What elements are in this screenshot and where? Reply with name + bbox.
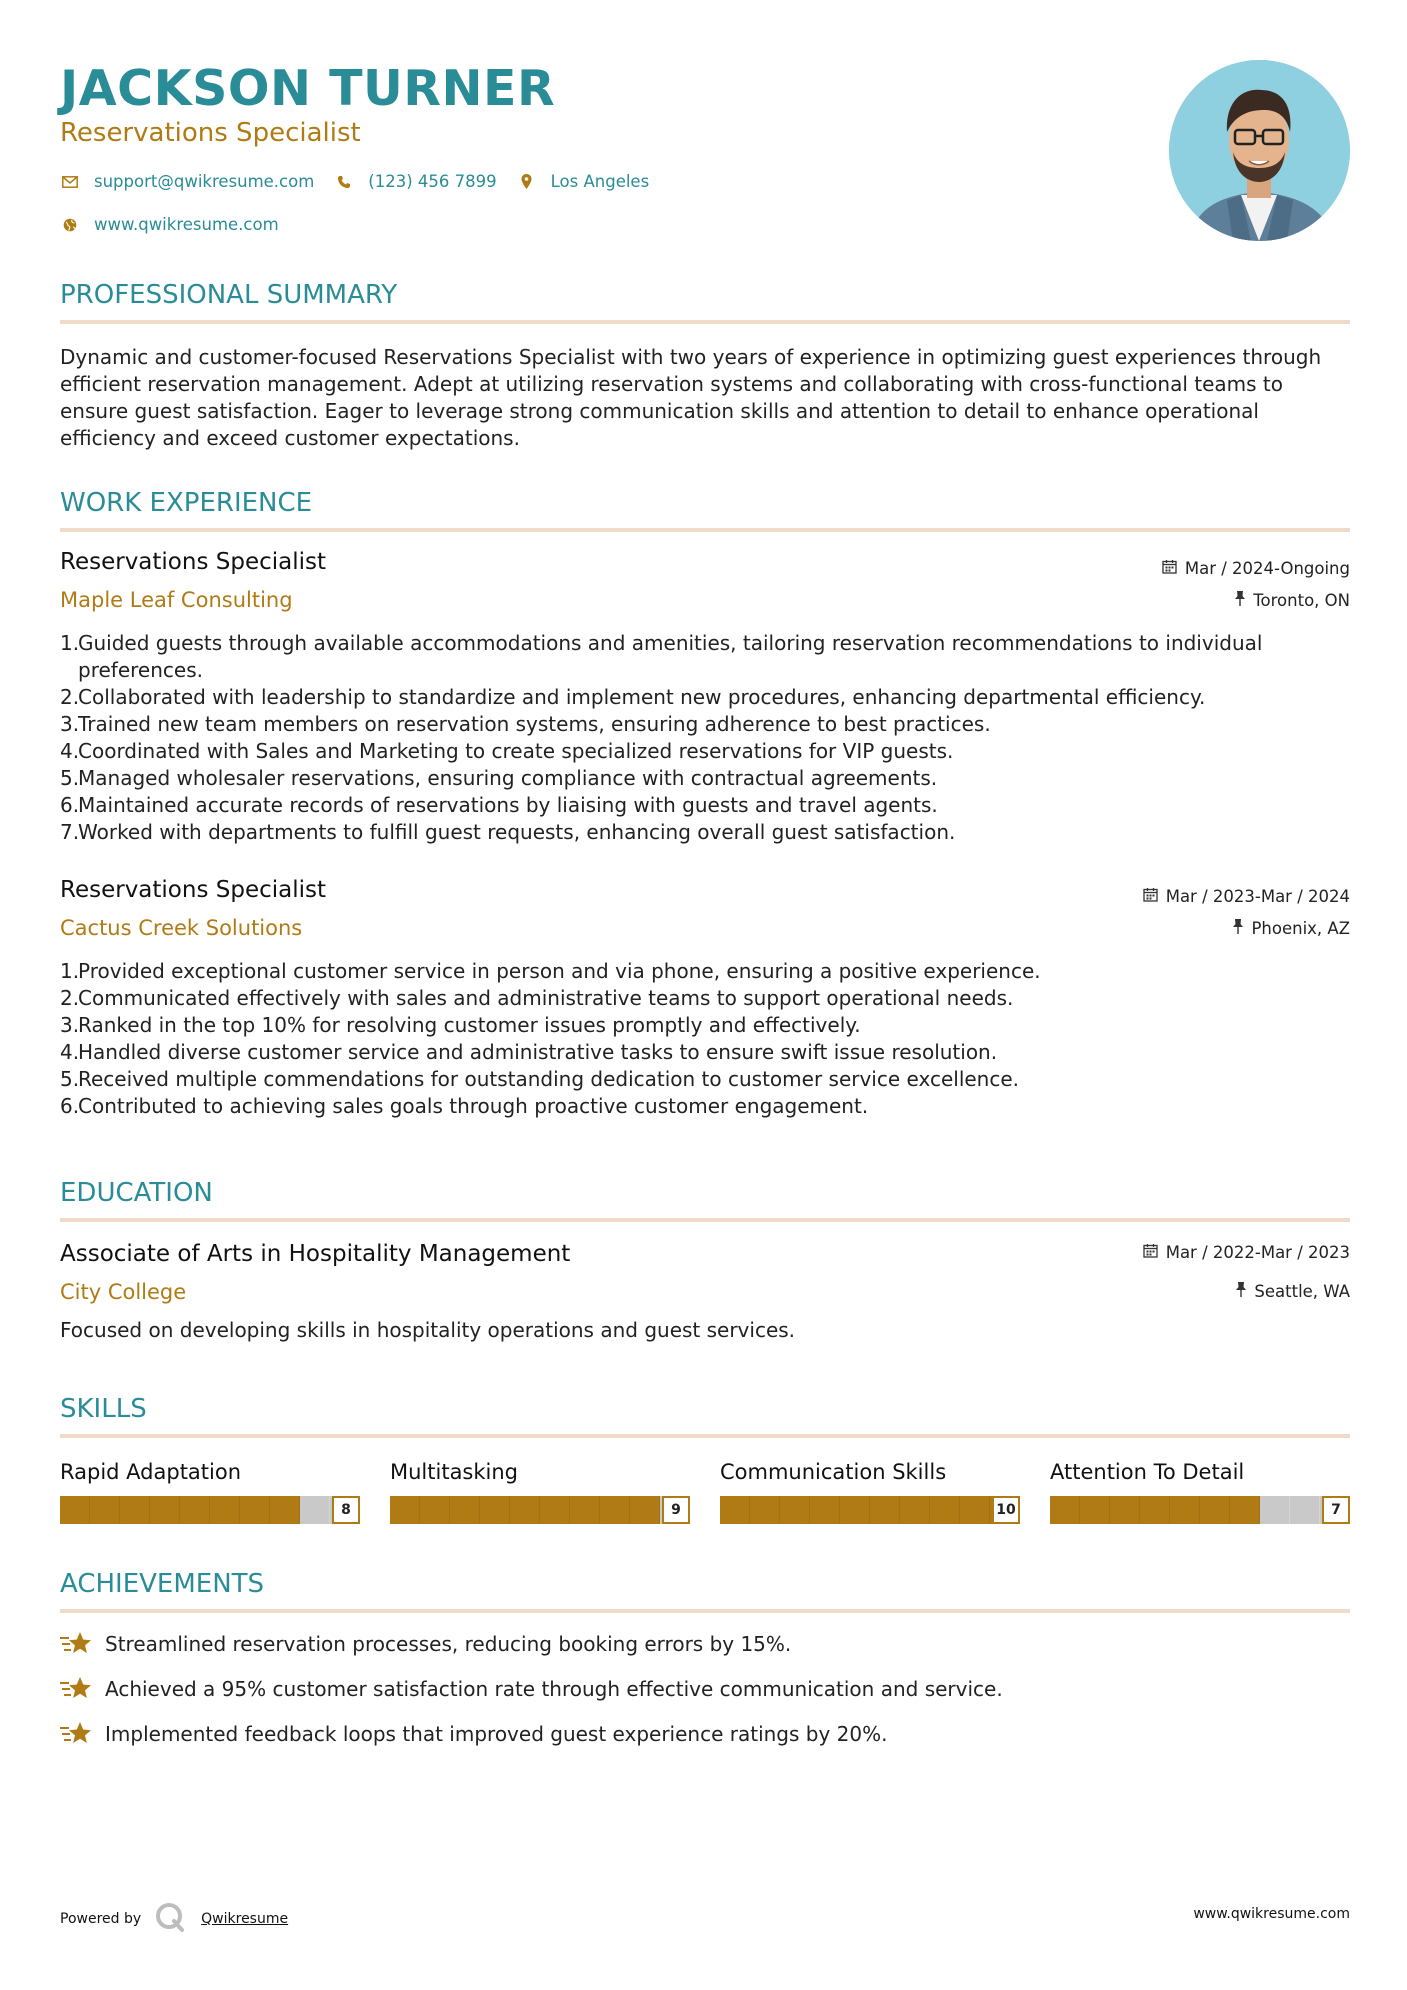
job-bullet-item [60, 985, 1350, 1012]
section-title-education: EDUCATION [60, 1178, 213, 1208]
skill-bar-segment [1140, 1496, 1170, 1524]
achievement-text: Implemented feedback loops that improved guest experience ratings by 20%. [105, 1722, 888, 1746]
skill-bar-segment [1230, 1496, 1260, 1524]
job-bullet-item [60, 819, 1350, 846]
job-bullet-item [60, 1093, 1350, 1120]
bullet-number: 1. [60, 959, 80, 983]
bullet-text: Coordinated with Sales and Marketing to create specialized reservations for VIP guests. [78, 739, 954, 763]
bullet-text: Collaborated with leadership to standardize and implement new procedures, enhancing departmental efficiency. [78, 685, 1206, 709]
pushpin-icon [1236, 1282, 1246, 1301]
skill-bar-segment [900, 1496, 930, 1524]
job-bullet-item [60, 765, 1350, 792]
bullet-text: Handled diverse customer service and administrative tasks to ensure swift issue resolution. [78, 1040, 998, 1064]
skill-level-bar [1050, 1496, 1350, 1524]
job-company: Maple Leaf Consulting [60, 588, 293, 612]
website-row [60, 215, 279, 234]
bullet-number: 6. [60, 1094, 80, 1118]
bullet-number: 5. [60, 1067, 80, 1091]
skill-bar-segment [1170, 1496, 1200, 1524]
job-bullet-item [60, 738, 1350, 765]
job-bullet-item [60, 792, 1350, 819]
skill-name: Multitasking [390, 1460, 519, 1484]
location-pin-icon [517, 174, 537, 189]
bullet-text: Provided exceptional customer service in person and via phone, ensuring a positive experience. [78, 959, 1041, 983]
skill-bar-segment [300, 1496, 330, 1524]
job-location [1235, 591, 1350, 610]
bullet-number: 3. [60, 712, 80, 736]
contact-row [60, 172, 649, 191]
job-bullet-item [60, 1012, 1350, 1039]
education-location-text: Seattle, WA [1254, 1282, 1350, 1301]
bullet-number: 3. [60, 1013, 80, 1037]
achievement-text: Achieved a 95% customer satisfaction rate through effective communication and service. [105, 1677, 1003, 1701]
skill-bar-segment [390, 1496, 420, 1524]
footer-website[interactable]: www.qwikresume.com [1193, 1906, 1350, 1922]
skill-level-badge: 7 [1322, 1496, 1350, 1524]
bullet-number: 5. [60, 766, 80, 790]
skill-bar-segment [540, 1496, 570, 1524]
bullet-text: Contributed to achieving sales goals through proactive customer engagement. [78, 1094, 869, 1118]
skill-bar-segment [960, 1496, 990, 1524]
qwikresume-logo-icon [155, 1902, 187, 1936]
candidate-role: Reservations Specialist [60, 118, 361, 148]
job-location-text: Toronto, ON [1253, 591, 1350, 610]
star-icon [60, 1630, 92, 1658]
skill-bar-segment [1260, 1496, 1290, 1524]
powered-by-label: Powered by [60, 1911, 142, 1927]
skill-bar-segment [930, 1496, 960, 1524]
skill-item [1050, 1460, 1350, 1524]
skill-bar-segment [270, 1496, 300, 1524]
skill-bar-segment [450, 1496, 480, 1524]
skill-name: Communication Skills [720, 1460, 947, 1484]
phone-number[interactable]: (123) 456 7899 [368, 172, 497, 191]
job-location-text: Phoenix, AZ [1251, 919, 1350, 938]
job-bullets [60, 958, 1350, 1120]
skill-level-bar [390, 1496, 690, 1524]
bullet-text: Communicated effectively with sales and administrative teams to support operational needs. [78, 986, 1014, 1010]
website-link[interactable]: www.qwikresume.com [94, 215, 279, 234]
star-icon [60, 1675, 92, 1703]
calendar-icon [1143, 1243, 1158, 1262]
calendar-icon [1162, 559, 1177, 578]
section-title-skills: SKILLS [60, 1394, 147, 1424]
education-location [1236, 1282, 1350, 1301]
skill-bar-segment [870, 1496, 900, 1524]
bullet-number: 7. [60, 820, 80, 844]
skill-level-badge: 9 [662, 1496, 690, 1524]
skill-bar-segment [150, 1496, 180, 1524]
job-bullet-item [60, 1039, 1350, 1066]
skill-bar-segment [1290, 1496, 1320, 1524]
education-degree: Associate of Arts in Hospitality Management [60, 1241, 571, 1267]
footer-powered-by [60, 1902, 288, 1936]
job-bullet-item [60, 630, 1350, 684]
skill-bar-segment [1200, 1496, 1230, 1524]
section-divider [60, 528, 1350, 532]
job-dates-text: Mar / 2024-Ongoing [1184, 559, 1350, 578]
job-dates [1143, 887, 1350, 906]
bullet-text: Worked with departments to fulfill guest requests, enhancing overall guest satisfaction. [78, 820, 956, 844]
globe-icon [60, 218, 80, 232]
skill-bar-segment [60, 1496, 90, 1524]
bullet-text: Ranked in the top 10% for resolving customer issues promptly and effectively. [78, 1013, 861, 1037]
bullet-text: Managed wholesaler reservations, ensuring compliance with contractual agreements. [78, 766, 938, 790]
skill-bar-segment [90, 1496, 120, 1524]
education-dates [1143, 1243, 1350, 1262]
section-divider [60, 1609, 1350, 1613]
skill-bar-segment [630, 1496, 660, 1524]
bullet-text: Guided guests through available accommodations and amenities, tailoring reservation recommendations to individual preferences. [78, 631, 1263, 682]
skill-bar-segment [180, 1496, 210, 1524]
skill-name: Attention To Detail [1050, 1460, 1245, 1484]
job-bullet-item [60, 711, 1350, 738]
achievement-text: Streamlined reservation processes, reducing booking errors by 15%. [105, 1632, 792, 1656]
skill-bar-segment [240, 1496, 270, 1524]
skill-bar-segment [600, 1496, 630, 1524]
education-school: City College [60, 1280, 187, 1304]
skill-item [720, 1460, 1020, 1524]
skill-bar-segment [1110, 1496, 1140, 1524]
skill-bar-segment [120, 1496, 150, 1524]
job-title: Reservations Specialist [60, 549, 327, 575]
skill-name: Rapid Adaptation [60, 1460, 242, 1484]
skill-level-bar [720, 1496, 1020, 1524]
job-dates-text: Mar / 2023-Mar / 2024 [1165, 887, 1350, 906]
bullet-number: 6. [60, 793, 80, 817]
education-description: Focused on developing skills in hospitality operations and guest services. [60, 1318, 796, 1342]
candidate-name: JACKSON TURNER [60, 60, 556, 117]
skill-bar-segment [1050, 1496, 1080, 1524]
section-divider [60, 1434, 1350, 1438]
skill-level-bar [60, 1496, 360, 1524]
bullet-text: Trained new team members on reservation systems, ensuring adherence to best practices. [78, 712, 991, 736]
job-bullets [60, 630, 1350, 846]
email-link[interactable]: support@qwikresume.com [94, 172, 315, 191]
skill-level-badge: 8 [332, 1496, 360, 1524]
skill-bar-segment [750, 1496, 780, 1524]
section-title-experience: WORK EXPERIENCE [60, 488, 313, 518]
achievement-item [60, 1675, 1003, 1703]
job-bullet-item [60, 958, 1350, 985]
skill-item [390, 1460, 690, 1524]
bullet-number: 4. [60, 739, 80, 763]
skill-bar-segment [480, 1496, 510, 1524]
section-divider [60, 1218, 1350, 1222]
skill-bar-segment [210, 1496, 240, 1524]
job-title: Reservations Specialist [60, 877, 327, 903]
pushpin-icon [1235, 591, 1245, 610]
bullet-number: 1. [60, 631, 80, 655]
section-title-achievements: ACHIEVEMENTS [60, 1569, 265, 1599]
skill-item [60, 1460, 360, 1524]
skill-bar-segment [810, 1496, 840, 1524]
bullet-text: Maintained accurate records of reservations by liaising with guests and travel agents. [78, 793, 938, 817]
section-divider [60, 320, 1350, 324]
skill-level-badge: 10 [992, 1496, 1020, 1524]
skill-bar-segment [720, 1496, 750, 1524]
bullet-text: Received multiple commendations for outstanding dedication to customer service excellence. [78, 1067, 1020, 1091]
job-bullet-item [60, 684, 1350, 711]
job-dates [1162, 559, 1350, 578]
location-text: Los Angeles [550, 172, 650, 191]
pushpin-icon [1233, 919, 1243, 938]
section-title-summary: PROFESSIONAL SUMMARY [60, 280, 398, 310]
bullet-number: 4. [60, 1040, 80, 1064]
bullet-number: 2. [60, 685, 80, 709]
skill-bar-segment [780, 1496, 810, 1524]
phone-icon [334, 175, 354, 189]
skill-bar-segment [1080, 1496, 1110, 1524]
skill-bar-segment [510, 1496, 540, 1524]
achievement-item [60, 1630, 791, 1658]
envelope-icon [60, 176, 80, 188]
profile-photo [1169, 60, 1350, 241]
skill-bar-segment [840, 1496, 870, 1524]
job-bullet-item [60, 1066, 1350, 1093]
calendar-icon [1143, 887, 1158, 906]
star-icon [60, 1720, 92, 1748]
skill-bar-segment [570, 1496, 600, 1524]
job-location [1233, 919, 1350, 938]
achievement-item [60, 1720, 887, 1748]
qwikresume-link[interactable]: Qwikresume [201, 1911, 289, 1927]
job-company: Cactus Creek Solutions [60, 916, 303, 940]
skill-bar-segment [420, 1496, 450, 1524]
summary-text: Dynamic and customer-focused Reservations Specialist with two years of experience in optimizing guest experiences through efficient reservation management. Adept at utilizing reservation systems and collaborating with cross-functional teams to ensure guest satisfaction. Eager to leverage strong communication skills and attention to detail to enhance operational efficiency and exceed customer expectations. [60, 345, 1322, 450]
bullet-number: 2. [60, 986, 80, 1010]
education-dates-text: Mar / 2022-Mar / 2023 [1165, 1243, 1350, 1262]
